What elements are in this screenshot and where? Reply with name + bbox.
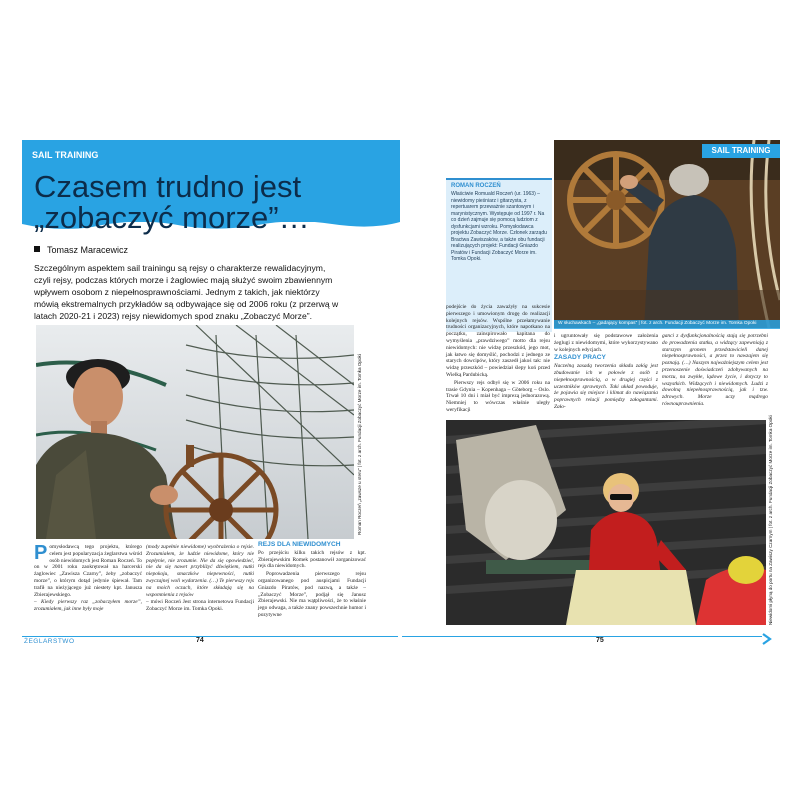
footer-line-left bbox=[22, 636, 398, 637]
lead-paragraph: Szczególnym aspektem sail trainingu są rejsy o charakterze rewalidacyjnym, czyli rejsy, podczas których morze i żaglowiec mają służyć swoim zbawiennym wpływem osobom z niepełnosprawnościami. Jednym z takich, jak niektórzy mówią ekstremalnych przykładów są odbywające się od 2006 roku (z przerwą w latach 2020-21 i 2023) rejsy niewidomych spod znaku „Zobaczyć Morze”. bbox=[34, 263, 339, 321]
footer-magazine-name: ŻEGLARSTWO bbox=[24, 638, 75, 645]
top-right-photo bbox=[554, 140, 780, 328]
navigator-photo-illustration bbox=[554, 140, 780, 328]
main-photo-caption: Roman Roczeń „zawsze u steru” | fot. z arch. Fundacji Zobaczyć Morze im. Tomka Opoki bbox=[357, 354, 362, 535]
left-column-2 bbox=[146, 544, 254, 614]
right-page bbox=[402, 140, 780, 650]
column-3-text-2: Poprowadzenia pierwszego rejsu organizowanego pod auspicjami Fundacji Gniazdo Piratów, pod nazwą, a także – „Zobaczyć Morze”, podjął się Janusz Zbierajewski. Nie ma wątpliwości, że to właśnie jego odwaga, a także znany powszechnie humor i pozytywne bbox=[258, 571, 366, 618]
author-marker-icon bbox=[34, 246, 40, 252]
page-number-right: 75 bbox=[596, 637, 604, 644]
top-photo-caption: W słuchawkach – „gadający kompas” | fot. z arch. Fundacji Zobaczyć Morze im. Tomka Opoki bbox=[558, 321, 757, 326]
bottom-right-photo bbox=[446, 420, 766, 625]
right-column-2 bbox=[554, 333, 658, 412]
page-title-line1: Czasem trudno jest bbox=[34, 169, 302, 204]
column-2-quote: (mody zupełnie niewidome) wyobrażenia o rejsie. Zrozumiałem, że ludzie niewidome, który nie popłynie, nie zrozumie. Nie da się opowiedzieć, nie da się nawet przybliżyć dźwiękiem, nutki niepokoju, smaczków niepewności, nutki zwyczajnej woli wydarzenia. (…) Te pierwszy rejs na moich oczach, które składają się na wspomnienia z rejsów bbox=[146, 544, 254, 598]
column-1-quote: – Kiedy pierwszy raz „zobaczyłem morze”, zrozumiałem, jak inne były moje bbox=[34, 599, 142, 613]
right-column-3 bbox=[662, 333, 768, 409]
right-column-1 bbox=[446, 304, 550, 415]
right-column-1-text-2: Pierwszy rejs odbył się w 2006 roku na trasie Gdynia – Kopenhaga – Göteborg – Oslo. Trwał 10 dni i miał być imprezą jednorazową. Niemniej to wówczas właśnie uległy weryfikacji bbox=[446, 379, 550, 413]
dropcap-letter: P bbox=[34, 542, 48, 564]
column-3-text-1: Po przejściu kilku takich rejsów z kpt. Zbierajewskim Romek postanowił zorganizować rejs dla niewidomych. bbox=[258, 549, 366, 570]
footer-line-right bbox=[402, 636, 762, 637]
page-number-left: 74 bbox=[196, 637, 204, 644]
main-photo bbox=[36, 325, 354, 539]
right-column-2-text: i ugruntowały się podstawowe założenia żeglugi z niewidomymi, które wykorzystywano w kolejnych edycjach. bbox=[554, 333, 658, 353]
right-column-3-quote: ganci z dysfunkcjonalnością stają się potrzebni do prowadzenia statku, a widzący zapewniają z starszym gronem przedstawicieli danej niepełnosprawności, a przez to nawzajem się poznają. (…) Naszym najważniejszym celem jest przenoszenie doświadczeń zdobywanych na morzu, na zwykłe, lądowe życie, i dotyczy to wszystkich. Widzących i niewidomych. Ludzi z dowolną niepełnosprawnością, jak i tzw. zdrowych. Morze uczy mądrego równouprawnienia. bbox=[662, 333, 768, 407]
section-tag: SAIL TRAINING bbox=[32, 150, 99, 160]
column-2-text: – mówi Roczeń Jest strona internetowa Fundacji Zobaczyć Morze im. Tomka Opoki. bbox=[146, 599, 254, 613]
subheading-zasady: ZASADY PRACY bbox=[554, 354, 606, 362]
left-column-1 bbox=[34, 544, 142, 614]
bio-heading: ROMAN ROCZEŃ bbox=[451, 183, 501, 189]
next-page-chevron-icon[interactable] bbox=[762, 632, 772, 650]
author-name: Tomasz Maracewicz bbox=[47, 245, 129, 255]
right-column-1-text: podejście do życia zaważyły na sukcesie pierwszego i umowionym drogę do realizacji kolejnych rejsów. Wspólne przełamywanie trudności organizacyjnych, które napotkano na początku, zainspirowało kapitana do wymyślenia „prawdziwego” motto dla rejsu niewidomych: nie widzę przeszkód, jego mot, jak łatwo się domyślić, pochodzi z jednego ze starych dowcipów, który zaszedł jakoś tak: nie widzę przeszkód – powiedział ślepy koń przed Wielką Pardubicką. bbox=[446, 304, 550, 378]
author-block bbox=[34, 240, 128, 258]
bottom-photo-caption: Niewidomi płyną do portu na Zawiszy Czarnym | fot. z arch. Fundacji Zobaczyć Morze im. Tomka Opoki bbox=[768, 415, 773, 625]
left-page bbox=[22, 140, 402, 650]
right-column-2-quote: Naczelną zasadą tworzenia składu załóg jest zbudowanie ich w połowie z osób z niepełnosprawnością, a w drugiej części z uczestników sprawnych. Taki układ powoduje, że pojawia się miejsce i klimat do nawiązania poprawnych relacji pomiędzy załogantami. Zało- bbox=[554, 363, 658, 410]
page-title-line2: „zobaczyć morze”… bbox=[34, 200, 310, 235]
bio-text: Właściwie Romuald Roczeń (ur. 1963) – niewidomy pieśniarz i gitarzysta, z repertuarem przeważnie szantowym i marynistycznym. Występuje od 1997 r. Na co dzień zajmuje się pomocą ludziom z dysfunkcjami wzroku. Pomysłodawca projektu Zobaczyć Morze. Członek zarządu Bractwa Zawiszaków, a także obu fundacji realizujących projekt: Fundacji Gniazdo Piratów i Fundacji Zobaczyć Morze im. Tomka Opoki. bbox=[451, 191, 547, 262]
left-column-3 bbox=[258, 540, 366, 620]
section-badge: SAIL TRAINING bbox=[702, 144, 780, 158]
subheading-rejs: REJS DLA NIEWIDOMYCH bbox=[258, 541, 341, 548]
helmsman-photo-illustration bbox=[36, 325, 354, 539]
column-1-text: omysłodawcą tego projektu, którego celem jest popularyzacja żeglarstwa wśród osób niewidomych jest Roman Roczeń. To on w 2001 roku zaokrętował na harcerski żaglowiec „Zawisza Czarny”, żeby „zobaczyć morze”, o którym dotąd jedynie śpiewał. Tam trafił na nieżyjącego już niestety kpt. Janusza Zbierajewskiego. bbox=[34, 544, 142, 598]
deck-photo-illustration bbox=[446, 420, 766, 625]
